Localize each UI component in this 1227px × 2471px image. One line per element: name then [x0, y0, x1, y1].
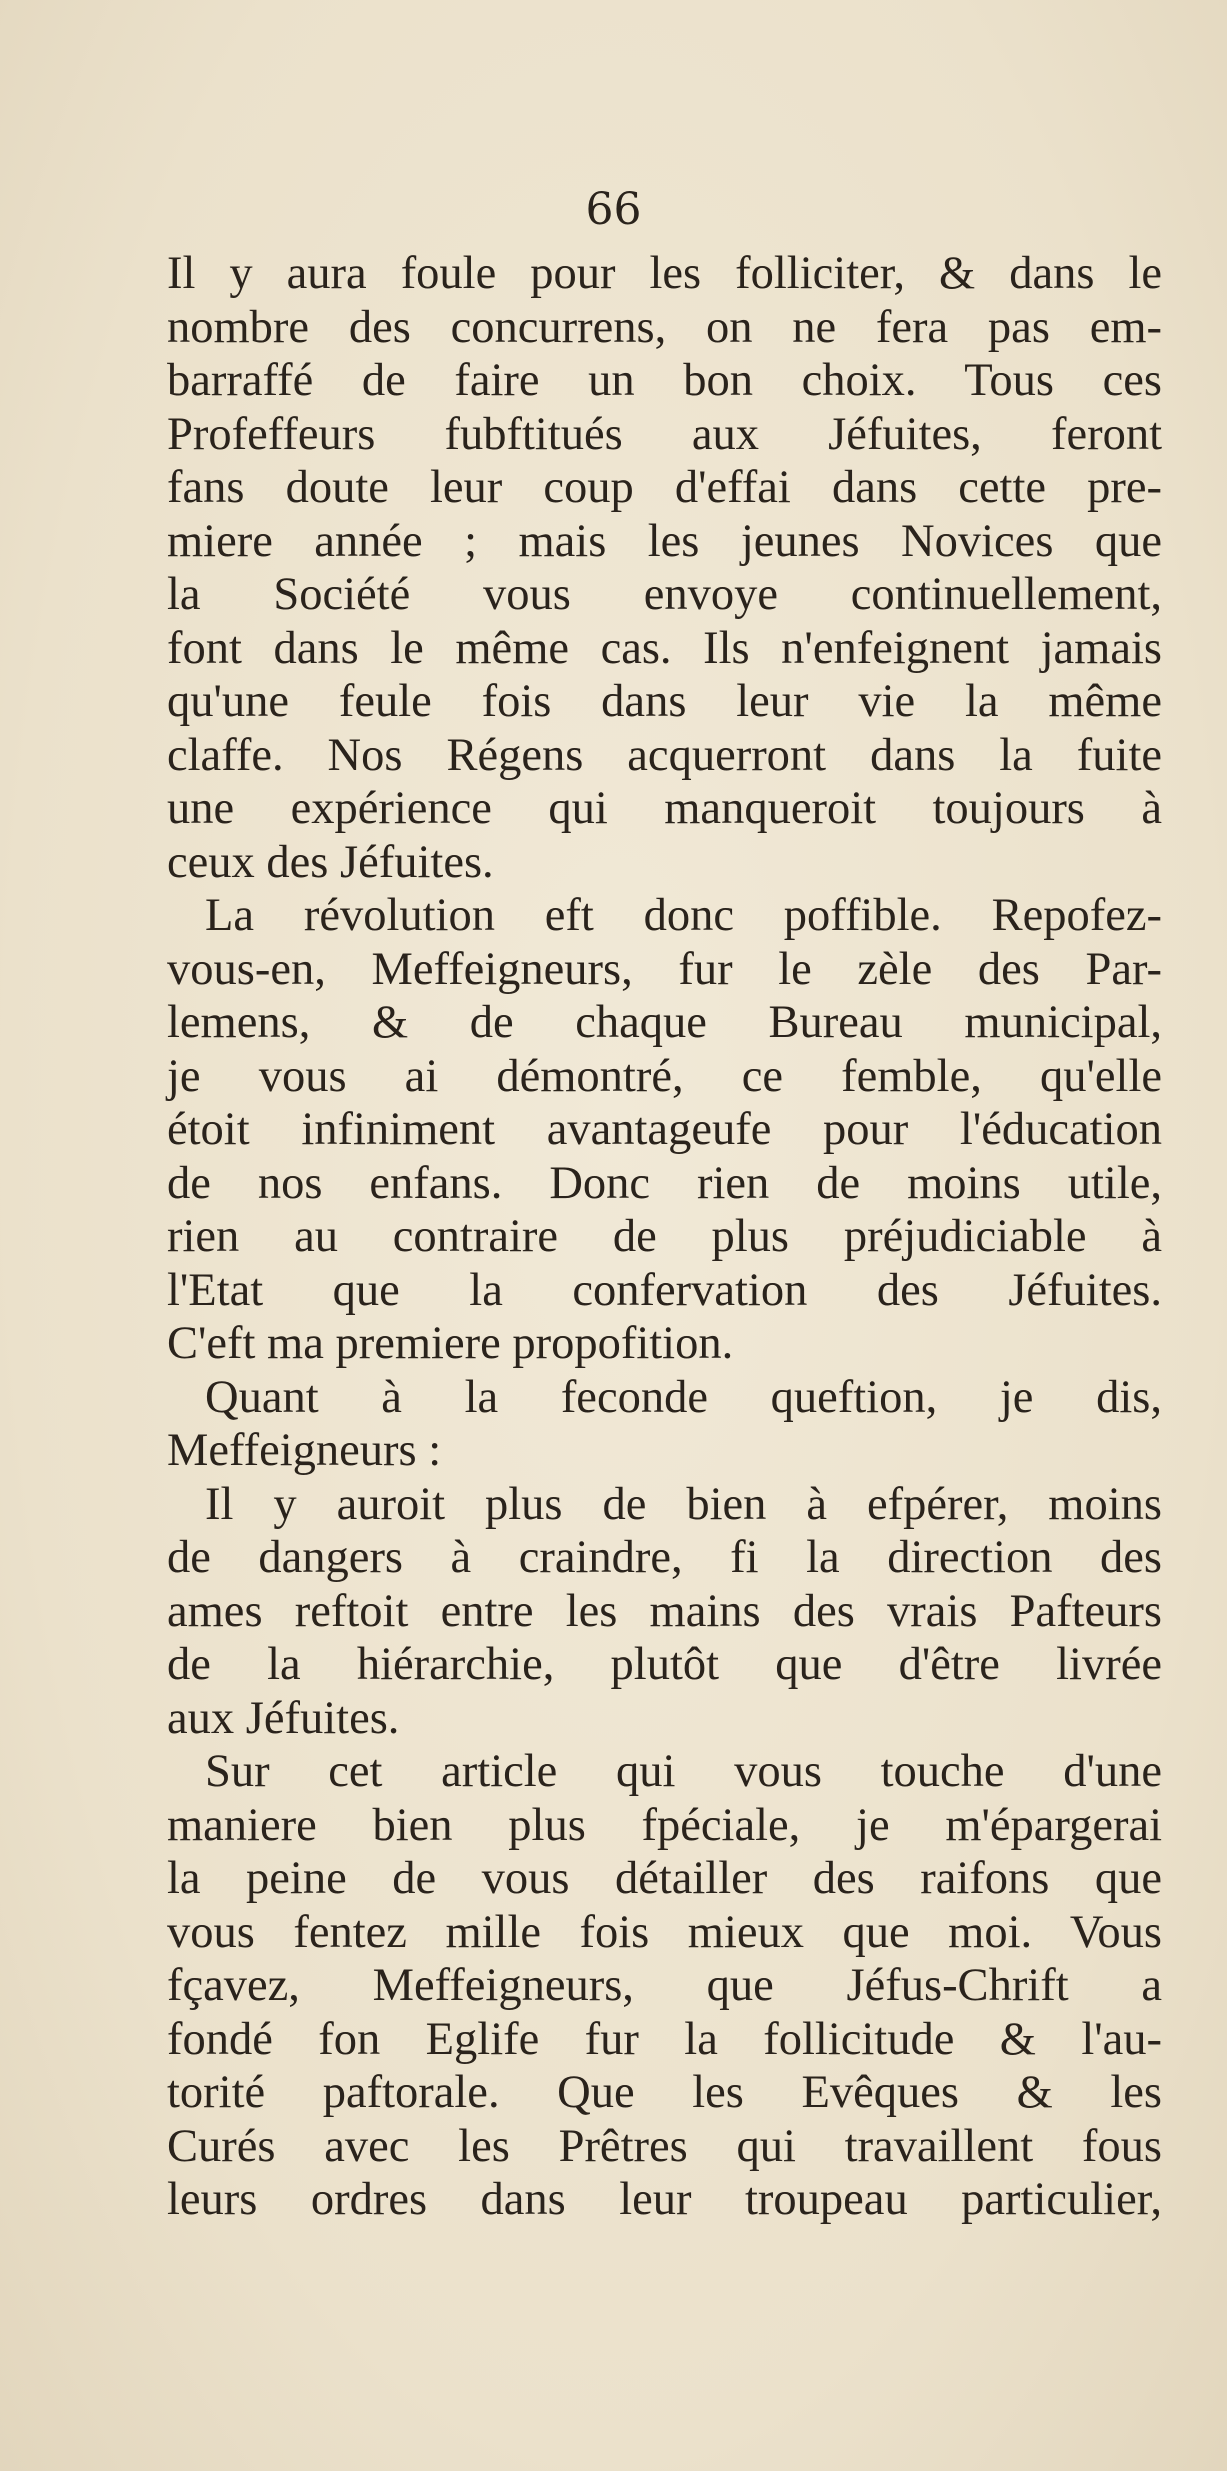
- text-line: fondé fon Eglife fur la follicitude & l'au-: [167, 2013, 1162, 2065]
- text-line: lemens, & de chaque Bureau municipal,: [167, 997, 1162, 1048]
- text-line: Il y auroit plus de bien à efpérer, moins: [205, 1478, 1162, 1530]
- paragraph: [167, 1371, 1162, 1478]
- text-line: barraffé de faire un bon choix. Tous ces: [167, 355, 1162, 406]
- text-line: la Société vous envoye continuellement,: [167, 569, 1162, 620]
- text-line: étoit infiniment avantageufe pour l'éducation: [167, 1104, 1162, 1155]
- body-text: [167, 247, 1162, 2227]
- text-line: torité paftorale. Que les Evêques & les: [167, 2067, 1162, 2118]
- text-line: qu'une feule fois dans leur vie la même: [167, 676, 1162, 727]
- text-line: je vous ai démontré, ce femble, qu'elle: [167, 1050, 1162, 1102]
- paragraph: [167, 1478, 1162, 1746]
- text-line: La révolution eft donc poffible. Repofez-: [205, 890, 1162, 941]
- text-line: nombre des concurrens, on ne fera pas em-: [167, 301, 1162, 353]
- text-line: claffe. Nos Régens acquerront dans la fuite: [167, 729, 1162, 781]
- text-line: Curés avec les Prêtres qui travaillent fous: [167, 2120, 1162, 2172]
- paragraph: [167, 1745, 1162, 2227]
- text-line: de dangers à craindre, fi la direction des: [167, 1532, 1162, 1583]
- text-line: Quant à la feconde queftion, je dis,: [205, 1371, 1162, 1423]
- text-line: Sur cet article qui vous touche d'une: [205, 1746, 1162, 1797]
- page-number: 66: [585, 184, 642, 235]
- text-line: rien au contraire de plus préjudiciable à: [167, 1211, 1162, 1262]
- text-line: vous fentez mille fois mieux que moi. Vous: [167, 1906, 1162, 1958]
- text-line: C'eft ma premiere propofition.: [167, 1318, 734, 1369]
- text-line: Il y aura foule pour les folliciter, & dans le: [167, 248, 1162, 299]
- text-line: de la hiérarchie, plutôt que d'être livrée: [167, 1639, 1162, 1690]
- text-line: la peine de vous détailler des raifons que: [167, 1853, 1162, 1904]
- text-line: ceux des Jéfuites.: [167, 836, 494, 888]
- text-line: font dans le même cas. Ils n'enfeignent jamais: [167, 622, 1162, 674]
- text-line: maniere bien plus fpéciale, je m'épargerai: [167, 1799, 1162, 1851]
- text-line: de nos enfans. Donc rien de moins utile,: [167, 1157, 1162, 1209]
- text-line: leurs ordres dans leur troupeau particulier,: [167, 2174, 1162, 2225]
- text-line: l'Etat que la confervation des Jéfuites.: [167, 1264, 1162, 1316]
- paragraph: [167, 247, 1162, 889]
- text-line: vous-en, Meffeigneurs, fur le zèle des Par-: [167, 943, 1162, 995]
- text-line: Meffeigneurs :: [167, 1425, 442, 1476]
- text-line: fans doute leur coup d'effai dans cette pre-: [167, 462, 1162, 513]
- text-line: ames reftoit entre les mains des vrais Pafteurs: [167, 1585, 1162, 1637]
- text-line: fçavez, Meffeigneurs, que Jéfus-Chrift a: [167, 1960, 1162, 2011]
- text-line: Profeffeurs fubftitués aux Jéfuites, feront: [167, 408, 1162, 460]
- text-line: aux Jéfuites.: [167, 1692, 400, 1744]
- text-line: miere année ; mais les jeunes Novices que: [167, 515, 1162, 567]
- paragraph: [167, 889, 1162, 1371]
- text-line: une expérience qui manqueroit toujours à: [167, 783, 1162, 834]
